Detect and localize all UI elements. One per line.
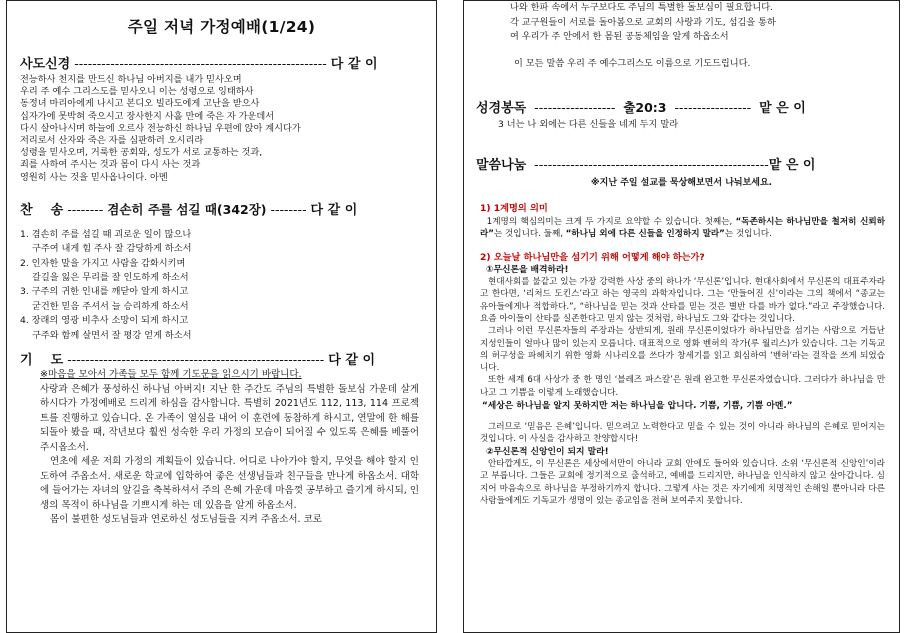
left-page xyxy=(6,0,437,633)
creed-label: 사도신경 xyxy=(20,57,71,72)
prayer-line: 여 우리가 주 안에서 한 몸된 공동체임을 알게 하옵소서 xyxy=(510,31,729,42)
reading-dashes: ------------------ xyxy=(526,100,624,115)
creed-tag: 다 같 이 xyxy=(330,57,378,72)
hymn-verse-line: 4. 장래의 영광 비추사 소망이 되게 하시고 xyxy=(20,315,189,327)
reading-verse: 3 너는 나 외에는 다른 신들을 네게 두지 말라 xyxy=(498,119,679,130)
hymn-verse-line: 구주와 함께 살면서 잘 평강 얻게 하소서 xyxy=(32,329,192,341)
reading-header xyxy=(476,97,887,116)
share-label: 말씀나눔 xyxy=(476,158,527,173)
prayer-label: 기 도 xyxy=(20,353,64,369)
hymn-dashes-2: -------- xyxy=(266,201,311,217)
creed-line: 다시 살아나시며 하늘에 오르사 전능하신 하나님 우편에 앉아 계시다가 xyxy=(20,122,301,134)
prayer-intro: ※마음을 모아서 가족들 모두 함께 기도문을 읽으시기 바랍니다. xyxy=(40,369,302,381)
point-1-title: ①무신론을 배격하라! xyxy=(486,264,569,275)
hymn-title: 겸손히 주를 섬길 때(342장) xyxy=(107,201,267,217)
hymn-verse-line: 3. 구주의 귀한 인내를 깨닫아 알게 하시고 xyxy=(20,286,189,298)
hymn-verses xyxy=(20,228,423,343)
point-1-body-4: 그러므로 ‘믿음은 은혜’입니다. 믿으려고 노력한다고 믿을 수 있는 것이 아니라 하나님의 은혜로 믿어지는 것입니다. 이 사실을 감사하고 찬양합시다! xyxy=(480,422,885,445)
hymn-verse-line: 갈길을 잃은 무리를 잘 인도하게 하소서 xyxy=(32,272,189,284)
creed-line: 전능하사 천지를 만드신 하나님 아버지를 내가 믿사오며 xyxy=(20,74,242,85)
prayer-continued xyxy=(476,1,887,71)
hymn-verse-line: 굳건한 믿음 주셔서 늘 승리하게 하소서 xyxy=(32,300,189,312)
prayer-header xyxy=(20,349,423,368)
creed-line: 우리 주 예수 그리스도를 믿사오니 이는 성령으로 잉태하사 xyxy=(20,86,254,98)
prayer-paragraph: 연초에 세운 저희 가정의 계획들이 있습니다. 어디로 나아가야 할지, 무엇을 해야 할지 인도하여 주옵소서. 새로운 학교에 입학하여 좋은 선생님들과 친구들을 만나게 하옵소서. 대학에 들어가는 자녀의 앞길을 축복하셔서 주의 은혜 가운데 마음껏 공부하고 즐기게 하시되, 인생의 목적이 하나님을 기쁘시게 하는 데 있음을 알게 하옵소서. xyxy=(40,456,419,511)
creed-line: 죄를 사하여 주시는 것과 몸이 다시 사는 것과 xyxy=(20,159,201,171)
hymn-header xyxy=(20,199,423,218)
reading-dashes-2: ----------------- xyxy=(666,100,760,115)
share-tag: 맡 은 이 xyxy=(768,158,816,173)
creed-line: 십자가에 못박혀 죽으시고 장사한지 사흘 만에 죽은 자 가운데서 xyxy=(20,110,275,122)
reading-tag: 맡 은 이 xyxy=(759,101,806,116)
share-header xyxy=(476,154,887,173)
point-2-body: 안타깝게도, 이 무신론은 세상에서만이 아니라 교회 안에도 들어와 있습니다. 소위 ‘무신론적 신앙인’이라고 부릅니다. 그들은 교회에 정기적으로 출석하고, 예배를 드리지만, 하나님을 인식하지 않고 살아갑니다. 심지어 마음속으로 하나님을 부정하기까지 합니다. 그렇게 사는 것은 자기에게 치명적인 손해일 뿐아니라 다른 사람들에게도 기독교가 생명이 있는 종교임을 전혀 보여주지 못합니다. xyxy=(480,459,885,507)
prayer-tag: 다 같 이 xyxy=(328,353,376,369)
question-1-body: 1계명의 핵심의미는 크게 두 가지로 요약할 수 있습니다. 첫째는, “독존하시는 하나님만을 철저히 신뢰하라”는 것입니다. 둘째, “하나님 외에 다른 신들을 인정하지 말라”는 것입니다. xyxy=(480,217,886,240)
creed-text xyxy=(20,74,423,184)
page-title: 주일 저녁 가정예배(1/24) xyxy=(127,18,316,36)
hymn-tag: 다 같 이 xyxy=(310,202,358,218)
question-1-title: 1) 1계명의 의미 xyxy=(480,203,548,214)
point-1-body: 현대사회를 불같고 있는 가장 강력한 사상 중의 하나가 ‘무신론’입니다. 현대사회에서 무신론의 대표주자라고 한다면, ‘리처드 도킨스’라고 하는 영국의 과학자입니다. 그는 ‘만들어진 신’이라는 그의 책에서 “종교는 유아들에게나 적합하다.”, “하나님을 믿는 것과 산타를 믿는 것은 별반 다를 바가 없다.”라고 주장했습니다. 요즘 아이들이 산타를 실존한다고 믿지 않는 것처럼, 하나님도 그와 같다는 것입니다. xyxy=(480,277,885,324)
pascal-quote: “세상은 하나님을 알지 못하지만 저는 하나님을 압니다. 기쁨, 기쁨, 기쁨 아멘.” xyxy=(482,401,793,412)
point-2-title: ②무신론적 신앙인이 되지 말라! xyxy=(486,446,609,457)
prayer-dashes: --------------------------------------------------------- xyxy=(63,352,329,368)
creed-line: 저리로서 산자와 죽은 자를 심판하러 오시리라 xyxy=(20,135,204,147)
hymn-dashes: -------- xyxy=(63,201,108,217)
prayer-closing: 이 모든 말씀 우리 주 예수그리스도 이름으로 기도드립니다. xyxy=(514,57,751,69)
hymn-verse-line: 구주여 내게 힘 주사 잘 감당하게 하소서 xyxy=(32,243,192,255)
share-dashes: ---------------------------------------------------- xyxy=(526,157,769,172)
creed-dashes: -------------------------------------------------------- xyxy=(70,56,331,71)
reading-label: 성경봉독 xyxy=(476,101,527,116)
hymn-verse-line: 1. 겸손히 주를 섬길 때 괴로운 일이 많으나 xyxy=(20,228,192,240)
question-2-title: 2) 오늘날 하나님만을 섬기기 위해 어떻게 해야 하는가? xyxy=(480,251,705,263)
creed-line: 영원히 사는 것을 믿사옵나이다. 아멘 xyxy=(20,171,168,183)
prayer-paragraph: 몸이 불편한 성도님들과 연로하신 성도님들을 지켜 주옵소서. 코로 xyxy=(50,514,322,526)
prayer-line: 각 교구원들이 서로를 돌아봄으로 교회의 사랑과 기도, 섬김을 통하 xyxy=(510,16,776,28)
share-note: ※지난 주일 설교를 묵상해보면서 나눠보세요. xyxy=(590,178,773,188)
hymn-verse-line: 2. 인자한 말을 가지고 사람을 감화시키며 xyxy=(20,257,186,269)
prayer-line: 나와 한파 속에서 누구보다도 주님의 특별한 돌보심이 필요합니다. xyxy=(510,2,773,13)
right-page xyxy=(463,0,900,633)
prayer-paragraph: 사랑과 은혜가 풍성하신 하나님 아버지! 지난 한 주간도 주님의 특별한 돌보심 가운데 살게 하시다가 가정예배로 드리게 하심을 감사합니다. 특별히 2021년도 112, 113, 114 프로젝트를 진행하고 있습니다. 온 가족이 열심을 내어 이 훈련에 동참하게 하시고, 연말에 한 해를 되돌아 봤을 때, 작년보다 훨씬 성숙한 우리 가정의 모습이 되어질 수 있도록 은혜를 베풀어 주시옵소서. xyxy=(40,383,419,453)
creed-header xyxy=(20,53,423,72)
hymn-label: 찬 송 xyxy=(20,202,64,218)
prayer-text xyxy=(20,368,423,528)
point-1-body-2: 그러나 이런 무신론자들의 주장과는 상반되게, 원래 무신론이었다가 하나님만을 섬기는 사람으로 거듭난 지성인들이 얼마나 많이 있는지 모릅니다. 대표적으로 영화 벤허의 작가(루 월리스)가 있습니다. 그는 기독교의 허구성을 파헤치기 위한 영화 시나리오를 쓰다가 창세기를 읽고 회심하여 ‘벤허’라는 걸작을 쓰게 되었습니다. xyxy=(480,326,885,374)
creed-line: 동정녀 마리아에게 나시고 본디오 빌라도에게 고난을 받으사 xyxy=(20,98,260,110)
point-1-body-3: 또한 세계 6대 사상가 중 한 명인 ‘블레즈 파스칼’은 원래 완고한 무신론자였습니다. 그러다가 하나님을 만나고 그 기쁨을 이렇게 노래했습니다. xyxy=(480,375,885,398)
reading-ref: 출20:3 xyxy=(623,100,667,115)
creed-line: 성령을 믿사오며, 거룩한 공회와, 성도가 서로 교통하는 것과, xyxy=(20,147,263,159)
